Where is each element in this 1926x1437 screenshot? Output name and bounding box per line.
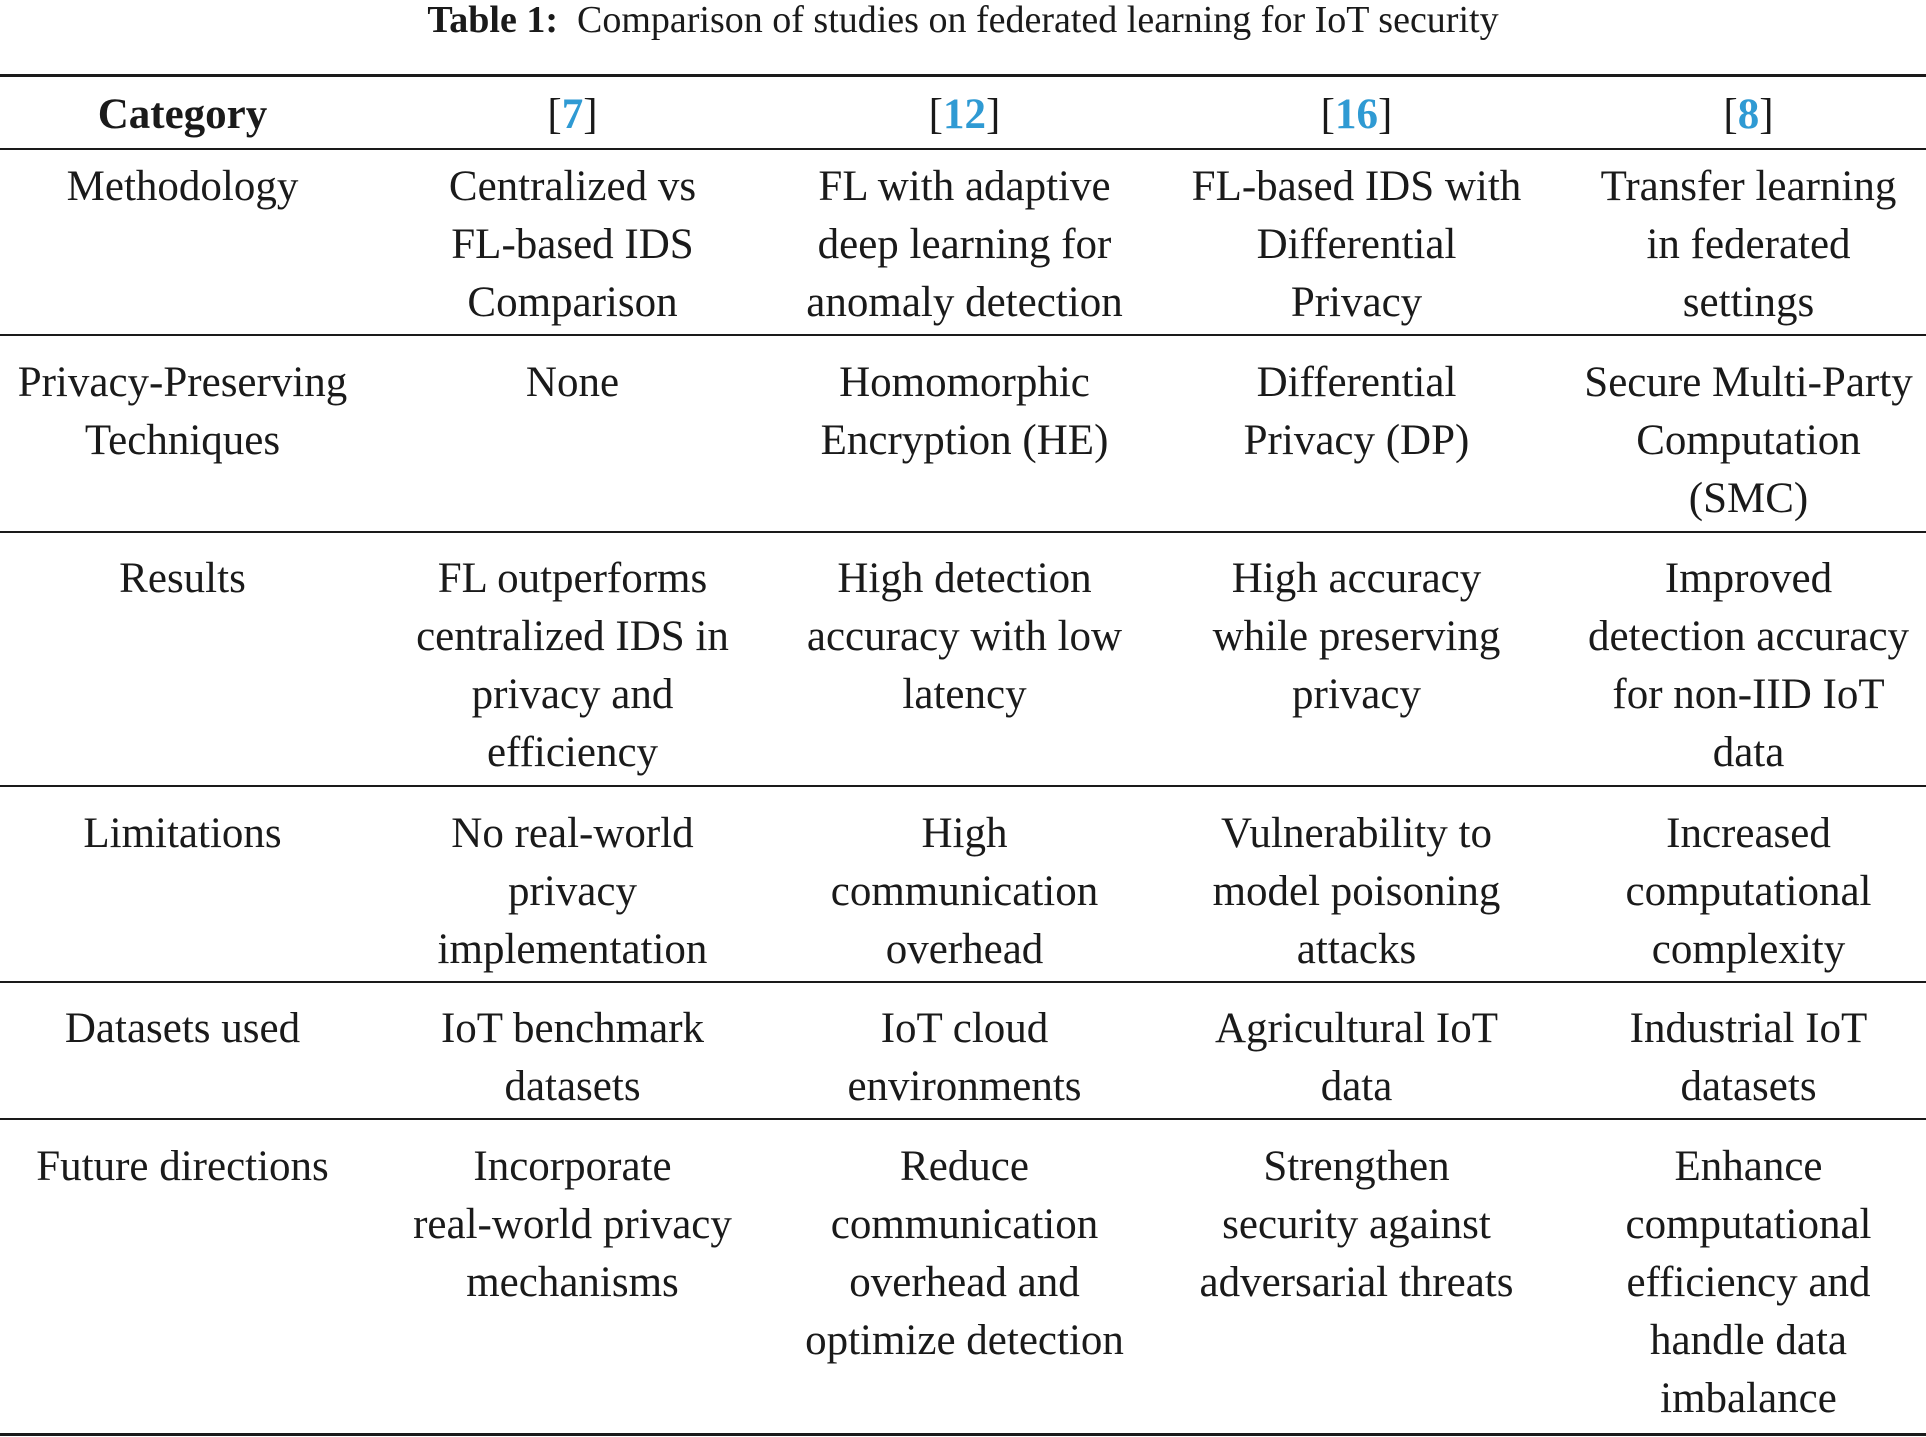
ref-close-bracket: ]	[1759, 91, 1774, 138]
cell-line: High detection	[837, 555, 1092, 602]
cell-line: Future directions	[36, 1143, 329, 1190]
cell-line: anomaly detection	[806, 279, 1123, 326]
cell-line: Increased	[1666, 810, 1831, 857]
header-reference	[787, 86, 1142, 144]
cell-line: FL-based IDS with	[1191, 163, 1522, 210]
cell-line: Differential	[1256, 359, 1457, 406]
table-caption	[0, 0, 1926, 44]
cell-line: data	[1712, 729, 1785, 776]
table-cell	[395, 1138, 750, 1312]
cell-line: No real-world	[451, 810, 694, 857]
cell-line: overhead and	[849, 1259, 1080, 1306]
cell-line: IoT cloud	[880, 1005, 1049, 1052]
table-cell	[1571, 550, 1926, 782]
cell-line: Privacy	[1290, 279, 1423, 326]
cell-line: privacy and	[471, 671, 674, 718]
table-rule	[0, 1118, 1926, 1120]
cell-line: privacy	[508, 868, 637, 915]
cell-line: for non-IID IoT	[1612, 671, 1885, 718]
table-cell	[787, 805, 1142, 979]
cell-line: computational	[1625, 1201, 1872, 1248]
ref-close-bracket: ]	[986, 91, 1001, 138]
table-cell	[395, 158, 750, 332]
cell-line: Strengthen	[1263, 1143, 1450, 1190]
cell-line: while preserving	[1212, 613, 1501, 660]
table-cell	[787, 158, 1142, 332]
table-cell	[1571, 1138, 1926, 1428]
table-cell	[787, 354, 1142, 470]
cell-line: real-world privacy	[413, 1201, 732, 1248]
cell-line: efficiency	[486, 729, 659, 776]
cell-line: Privacy (DP)	[1243, 417, 1470, 464]
table-cell	[1571, 354, 1926, 528]
cell-line: Differential	[1256, 221, 1457, 268]
cell-line: Enhance	[1674, 1143, 1823, 1190]
cell-line: Reduce	[900, 1143, 1029, 1190]
row-category	[0, 354, 365, 470]
ref-open-bracket: [	[928, 91, 943, 138]
cell-line: deep learning for	[817, 221, 1112, 268]
ref-close-bracket: ]	[583, 91, 598, 138]
table-cell	[787, 1000, 1142, 1116]
reference-link[interactable]: 16	[1335, 91, 1378, 138]
table-cell	[395, 550, 750, 782]
header-reference	[1571, 86, 1926, 144]
cell-line: IoT benchmark	[440, 1005, 705, 1052]
cell-line: mechanisms	[466, 1259, 679, 1306]
cell-line: settings	[1682, 279, 1815, 326]
table-rule	[0, 785, 1926, 787]
table-rule	[0, 74, 1926, 77]
cell-line: None	[525, 359, 620, 406]
row-category	[0, 158, 365, 216]
ref-open-bracket: [	[1723, 91, 1738, 138]
cell-line: Computation	[1636, 417, 1861, 464]
table-cell	[395, 805, 750, 979]
table-rule	[0, 1433, 1926, 1436]
table-cell	[1571, 1000, 1926, 1116]
cell-line: model poisoning	[1212, 868, 1501, 915]
cell-line: detection accuracy	[1587, 613, 1910, 660]
cell-line: environments	[847, 1063, 1082, 1110]
cell-line: Limitations	[83, 810, 282, 857]
cell-line: Methodology	[66, 163, 299, 210]
cell-line: handle data	[1650, 1317, 1847, 1364]
cell-line: FL-based IDS	[451, 221, 694, 268]
table-rule	[0, 981, 1926, 983]
cell-line: attacks	[1296, 926, 1417, 973]
table-rule	[0, 334, 1926, 336]
row-category	[0, 805, 365, 863]
cell-line: overhead	[885, 926, 1044, 973]
ref-open-bracket: [	[547, 91, 562, 138]
cell-line: Transfer learning	[1600, 163, 1897, 210]
ref-open-bracket: [	[1320, 91, 1335, 138]
table-cell	[1179, 805, 1534, 979]
cell-line: centralized IDS in	[416, 613, 729, 660]
cell-line: High	[921, 810, 1008, 857]
table-cell	[395, 354, 750, 412]
table-cell	[395, 1000, 750, 1116]
cell-line: adversarial threats	[1199, 1259, 1514, 1306]
cell-line: latency	[902, 671, 1027, 718]
cell-line: FL with adaptive	[818, 163, 1111, 210]
cell-line: Incorporate	[473, 1143, 672, 1190]
cell-line: implementation	[437, 926, 708, 973]
table-rule	[0, 148, 1926, 150]
table-cell	[1179, 158, 1534, 332]
cell-line: communication	[830, 868, 1099, 915]
table-cell	[1179, 1000, 1534, 1116]
table-cell	[1571, 158, 1926, 332]
cell-line: Results	[119, 555, 246, 602]
cell-line: privacy	[1292, 671, 1421, 718]
table-cell	[1571, 805, 1926, 979]
cell-line: Privacy-Preserving	[17, 359, 348, 406]
cell-line: Industrial IoT	[1629, 1005, 1868, 1052]
cell-line: Vulnerability to	[1221, 810, 1492, 857]
table-cell	[1179, 1138, 1534, 1312]
cell-line: computational	[1625, 868, 1872, 915]
cell-line: Improved	[1664, 555, 1833, 602]
cell-line: complexity	[1651, 926, 1846, 973]
reference-link[interactable]: 8	[1737, 91, 1760, 138]
table-caption-label: Table 1:	[427, 0, 558, 41]
row-category	[0, 1000, 365, 1058]
table-cell	[787, 1138, 1142, 1370]
cell-line: communication	[830, 1201, 1099, 1248]
cell-line: Agricultural IoT	[1215, 1005, 1498, 1052]
cell-line: FL outperforms	[437, 555, 708, 602]
table-rule	[0, 531, 1926, 533]
reference-link[interactable]: 7	[561, 91, 584, 138]
cell-line: accuracy with low	[806, 613, 1123, 660]
header-reference	[1179, 86, 1534, 144]
cell-line: data	[1320, 1063, 1393, 1110]
cell-line: Comparison	[467, 279, 678, 326]
table-cell	[1179, 354, 1534, 470]
cell-line: Encryption (HE)	[820, 417, 1109, 464]
cell-line: High accuracy	[1231, 555, 1482, 602]
cell-line: in federated	[1646, 221, 1851, 268]
cell-line: Homomorphic	[839, 359, 1090, 406]
row-category	[0, 550, 365, 608]
cell-line: imbalance	[1660, 1375, 1837, 1422]
cell-line: Centralized vs	[448, 163, 697, 210]
table-cell	[1179, 550, 1534, 724]
cell-line: (SMC)	[1688, 475, 1809, 522]
cell-line: Datasets used	[64, 1005, 301, 1052]
cell-line: Secure Multi-Party	[1584, 359, 1913, 406]
ref-close-bracket: ]	[1378, 91, 1393, 138]
cell-line: datasets	[504, 1063, 641, 1110]
row-category	[0, 1138, 365, 1196]
cell-line: Techniques	[84, 417, 281, 464]
reference-link[interactable]: 12	[943, 91, 986, 138]
header-category: Category	[97, 91, 268, 138]
table-caption-text: Comparison of studies on federated learning for IoT security	[576, 0, 1499, 41]
cell-line: optimize detection	[805, 1317, 1124, 1364]
cell-line: efficiency and	[1626, 1259, 1871, 1306]
header-reference	[395, 86, 750, 144]
cell-line: security against	[1222, 1201, 1491, 1248]
table-cell	[787, 550, 1142, 724]
cell-line: datasets	[1680, 1063, 1817, 1110]
